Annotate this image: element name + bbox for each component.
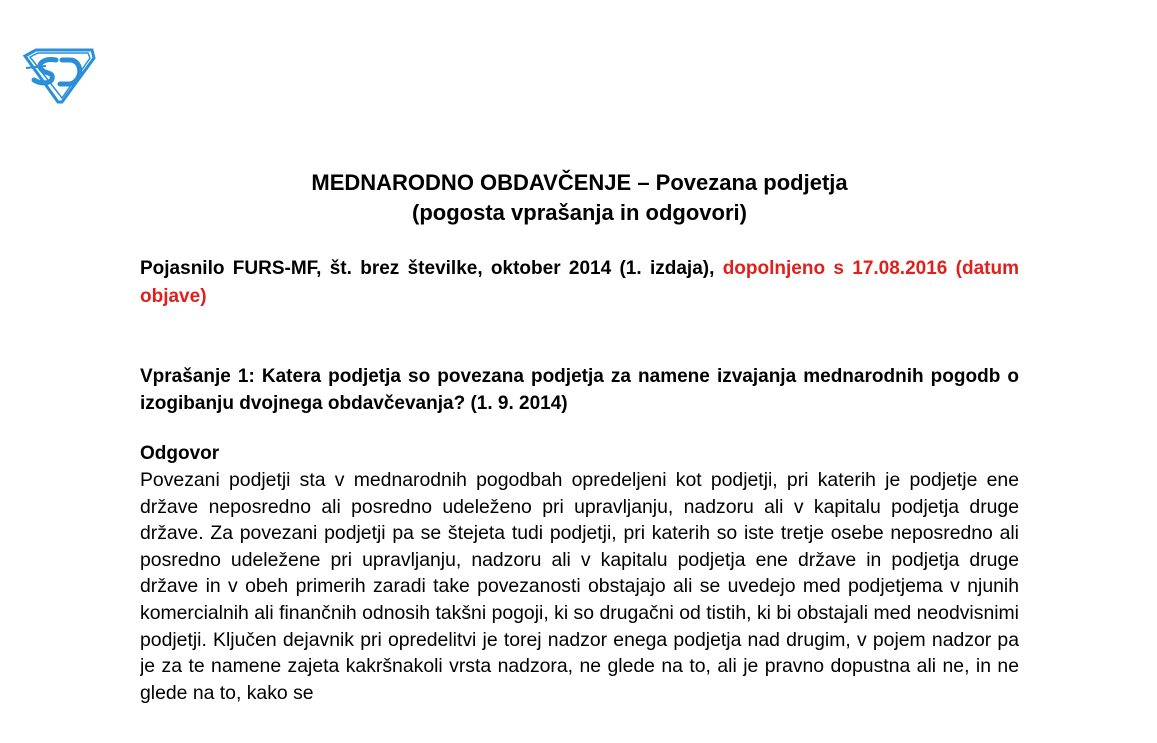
document-subtitle: (pogosta vprašanja in odgovori): [412, 200, 747, 225]
source-note: [140, 255, 1019, 311]
source-note-text: Pojasnilo FURS-MF, št. brez številke, oktober 2014 (1. izdaja),: [140, 258, 715, 279]
sd-logo-icon: [22, 48, 96, 104]
question-1: Vprašanje 1: Katera podjetja so povezana podjetja za namene izvajanja mednarodnih pogodb o izogibanju dvojnega obdavčevanja? (1. 9. 2014): [140, 366, 1019, 414]
update-note: dopolnjeno s 17.08.2016 (datum objave): [140, 258, 1019, 307]
answer-body: Povezani podjetji sta v mednarodnih pogodbah opredeljeni kot podjetji, pri katerih je podjetje ene države neposredno ali posredno udeleženo pri upravljanju, nadzoru ali v kapitalu podjetja druge države. Za povezani podjetji pa se štejeta tudi podjetji, pri katerih so iste tretje osebe neposredno ali posredno udeležene pri upravljanju, nadzoru ali v kapitalu podjetja ene države in podjetja druge države in v obeh primerih zaradi take povezanosti obstajajo ali se uvedejo med podjetjema v njunih komercialnih ali finančnih odnosih takšni pogoji, ki so drugačni od tistih, ki bi obstajali med neodvisnimi podjetji. Ključen dejavnik pri opredelitvi je torej nadzor enega podjetja nad drugim, v pojem nadzor pa je za te namene zajeta kakršnakoli vrsta nadzora, ne glede na to, ali je pravno dopustna ali ne, in ne glede na to, kako se: [140, 469, 1019, 704]
answer-heading: Odgovor: [140, 443, 220, 464]
sd-shield-logo-icon: [22, 48, 96, 104]
document-title: MEDNARODNO OBDAVČENJE – Povezana podjetja: [311, 170, 848, 195]
